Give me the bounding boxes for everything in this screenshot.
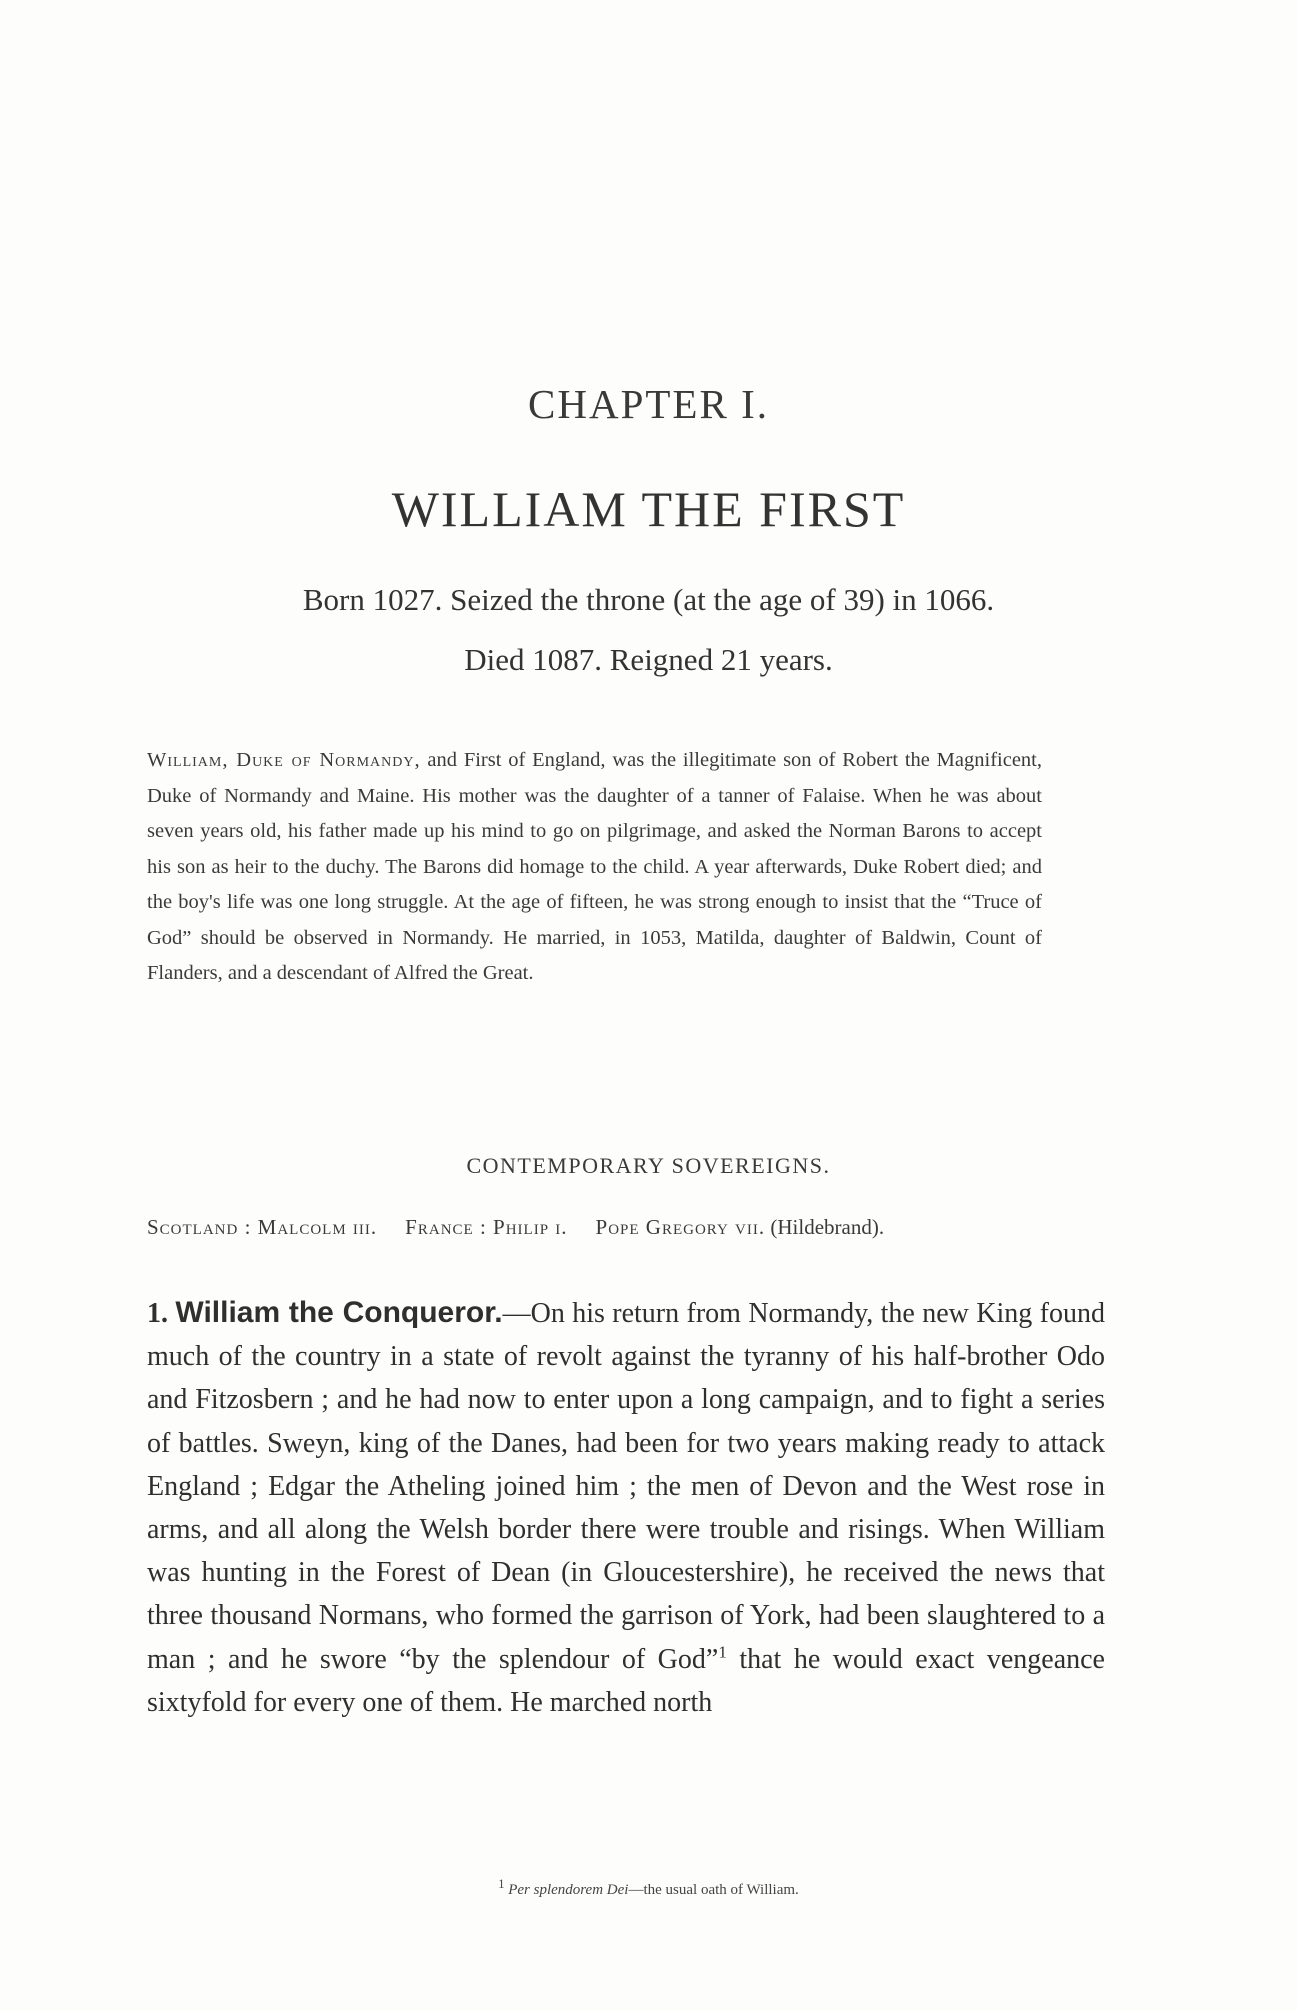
- footnote-latin: Per splendorem Dei: [508, 1882, 629, 1898]
- chapter-dates-line-2: Died 1087. Reigned 21 years.: [464, 642, 833, 677]
- sovereign-pope-note: (Hildebrand).: [770, 1215, 885, 1239]
- contemporary-sovereigns-list: [147, 1215, 1097, 1240]
- section-number: 1.: [147, 1298, 168, 1329]
- footnote-text: —the usual oath of William.: [628, 1882, 799, 1898]
- chapter-title: WILLIAM THE FIRST: [391, 481, 906, 537]
- contemporary-sovereigns-heading: CONTEMPORARY SOVEREIGNS.: [466, 1153, 831, 1178]
- footnote-marker: 1: [498, 1877, 505, 1891]
- chapter-dates-line-1: Born 1027. Seized the throne (at the age of 39) in 1066.: [302, 582, 995, 617]
- sovereign-france: France : Philip i.: [405, 1215, 568, 1239]
- sovereign-pope: Pope Gregory vii.: [595, 1215, 766, 1239]
- footnote-reference[interactable]: 1: [718, 1642, 727, 1662]
- footnote: [0, 1877, 1297, 1899]
- intro-lead: William, Duke of Normandy,: [147, 749, 421, 771]
- chapter-number: CHAPTER I.: [528, 381, 769, 427]
- section-title: William the Conqueror.: [175, 1296, 503, 1329]
- section-text-part-1: —On his return from Normandy, the new King found much of the country in a state of revolt against the tyranny of his half-brother Odo and Fitzosbern ; and he had now to enter upon a long campaign, and to fight a series of battles. Sweyn, king of the Danes, had been for two years making ready to attack England ; Edgar the Atheling joined him ; the men of Devon and the West rose in arms, and all along the Welsh border there were trouble and risings. When William was hunting in the Forest of Dean (in Gloucestershire), he received the news that three thousand Normans, who formed the garrison of York, had been slaughtered to a man ; and he swore “by the splendour of God”: [147, 1298, 1105, 1675]
- sovereign-scotland: Scotland : Malcolm iii.: [147, 1215, 378, 1239]
- section-1-paragraph: [147, 1291, 1105, 1724]
- section-text-part-2: that he would exact vengeance sixtyfold for every one of them. He marched north: [147, 1643, 1105, 1718]
- intro-text: and First of England, was the illegitimate son of Robert the Magnificent, Duke of Normandy and Maine. His mother was the daughter of a tanner of Falaise. When he was about seven years old, his father made up his mind to go on pilgrimage, and asked the Norman Barons to accept his son as heir to the duchy. The Barons did homage to the child. A year afterwards, Duke Robert died; and the boy's life was one long struggle. At the age of fifteen, he was strong enough to insist that the “Truce of God” should be observed in Normandy. He married, in 1053, Matilda, daughter of Baldwin, Count of Flanders, and a descendant of Alfred the Great.: [147, 749, 1042, 984]
- intro-paragraph: [147, 743, 1042, 992]
